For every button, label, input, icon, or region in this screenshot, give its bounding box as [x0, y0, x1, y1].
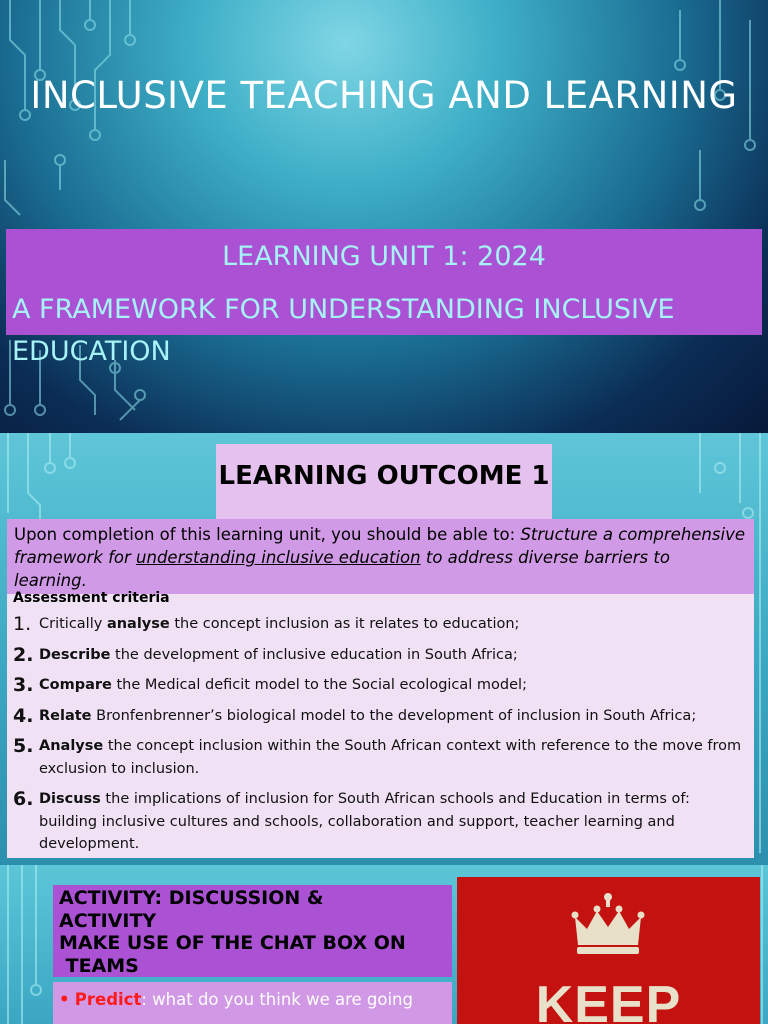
poster-keep-text: KEEP [535, 976, 682, 1024]
predict-text: : what do you think we are going [141, 990, 413, 1009]
activity-line: TEAMS [59, 954, 139, 977]
activity-heading [59, 887, 449, 977]
learning-unit-label: LEARNING UNIT 1: 2024 [222, 241, 546, 272]
criteria-text [39, 788, 748, 856]
crown-icon [457, 877, 760, 977]
presentation-title: INCLUSIVE TEACHING AND LEARNING [30, 74, 738, 117]
activity-line: ACTIVITY [59, 909, 157, 932]
criteria-number: 1. [13, 613, 32, 635]
criteria-text [39, 613, 519, 636]
outcome-title: LEARNING OUTCOME 1 [218, 461, 550, 491]
criteria-verb: Relate [39, 707, 92, 724]
intro-italic-tail: to address diverse barriers to learning. [14, 548, 670, 590]
activity-line: MAKE USE OF THE CHAT BOX ON [59, 932, 406, 954]
criteria-heading: Assessment criteria [13, 590, 170, 606]
criteria-list [13, 613, 748, 864]
criteria-description: the concept inclusion within the South African context with reference to the move from exclusion to inclusion. [39, 738, 742, 777]
criteria-item [13, 613, 748, 636]
predict-box [53, 982, 452, 1024]
criteria-description: the Medical deficit model to the Social ecological model; [111, 677, 527, 693]
criteria-verb: analyse [106, 616, 170, 632]
learning-outcome-slide [0, 433, 768, 865]
activity-box [53, 885, 452, 977]
criteria-number: 3. [13, 674, 34, 696]
criteria-text [39, 644, 518, 667]
criteria-description: Bronfenbrenner’s biological model to the development of inclusion in South Africa; [91, 707, 697, 724]
criteria-item [13, 788, 748, 856]
criteria-description: the implications of inclusion for South African schools and Education in terms of: building inclusive cultures and schools, collaboration and support, teacher learning and development. [39, 791, 690, 852]
criteria-text [39, 705, 696, 728]
criteria-prefix: Critically [39, 616, 107, 632]
predict-label: Predict [74, 990, 142, 1009]
criteria-text [39, 735, 748, 780]
criteria-number: 5. [13, 735, 34, 757]
criteria-description: the concept inclusion as it relates to education; [169, 616, 520, 632]
criteria-number: 6. [13, 788, 34, 810]
unit-subtitle: A FRAMEWORK FOR UNDERSTANDING INCLUSIVE EDUCATION [12, 294, 675, 367]
criteria-verb: Discuss [39, 791, 101, 807]
criteria-description: the development of inclusive education in South Africa; [110, 646, 518, 663]
outcome-title-box [216, 444, 552, 520]
criteria-item [13, 644, 748, 667]
bullet-icon: • [59, 990, 70, 1009]
activity-slide [0, 865, 768, 1024]
intro-text: Upon completion of this learning unit, you should be able to: [14, 525, 521, 544]
criteria-verb: Describe [39, 646, 111, 663]
keep-calm-poster [457, 877, 760, 1024]
criteria-number: 4. [13, 704, 34, 727]
criteria-item [13, 705, 748, 728]
title-slide [0, 0, 768, 433]
outcome-statement [7, 519, 754, 594]
criteria-verb: Analyse [39, 738, 104, 754]
criteria-number: 2. [13, 643, 34, 666]
criteria-item [13, 674, 748, 697]
criteria-text [39, 674, 527, 697]
criteria-item [13, 735, 748, 780]
intro-underlined-text: understanding inclusive education [136, 548, 421, 567]
criteria-verb: Compare [39, 677, 112, 693]
intro-italic-text: Structure a comprehensive framework for [14, 525, 745, 567]
activity-line: ACTIVITY: DISCUSSION & [59, 887, 324, 909]
